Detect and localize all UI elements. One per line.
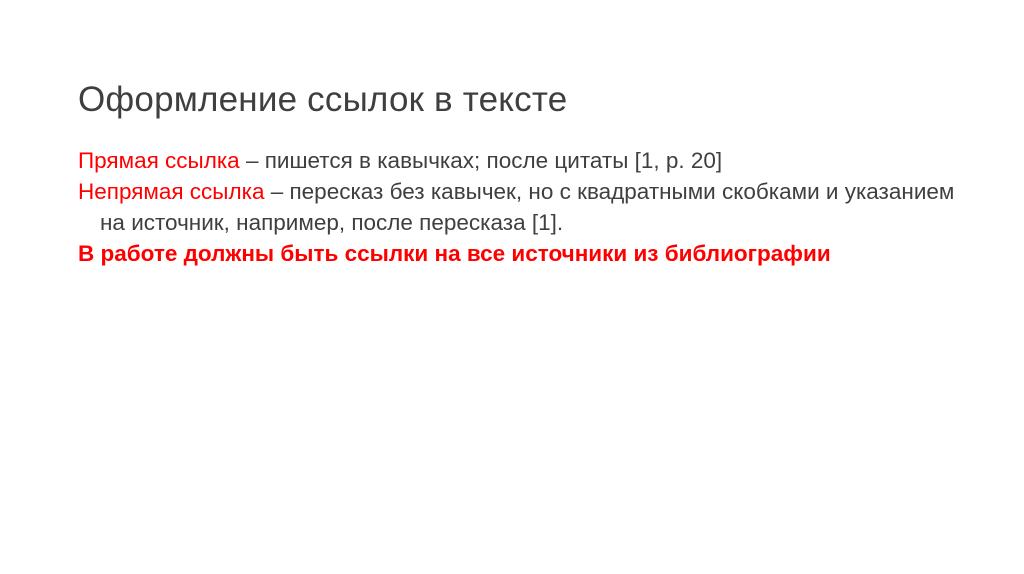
paragraph-emphasis-line: В работе должны быть ссылки на все источники из библиографии — [78, 241, 831, 266]
paragraph-direct-reference — [78, 145, 958, 176]
slide-body — [78, 145, 958, 269]
text-indirect-reference: – пересказ без кавычек, но с квадратными скобками и указанием на источник, например, после пересказа [1]. — [100, 179, 955, 235]
paragraph-direct-reference-line — [78, 145, 958, 176]
term-indirect-reference: Непрямая ссылка — [78, 179, 265, 204]
paragraph-indirect-reference-line — [78, 176, 958, 238]
text-direct-reference: – пишется в кавычках; после цитаты [1, p. 20] — [239, 148, 723, 173]
paragraph-indirect-reference — [78, 176, 958, 238]
page-title: Оформление ссылок в тексте — [78, 80, 568, 120]
paragraph-emphasis — [78, 238, 958, 269]
term-direct-reference: Прямая ссылка — [78, 148, 240, 173]
